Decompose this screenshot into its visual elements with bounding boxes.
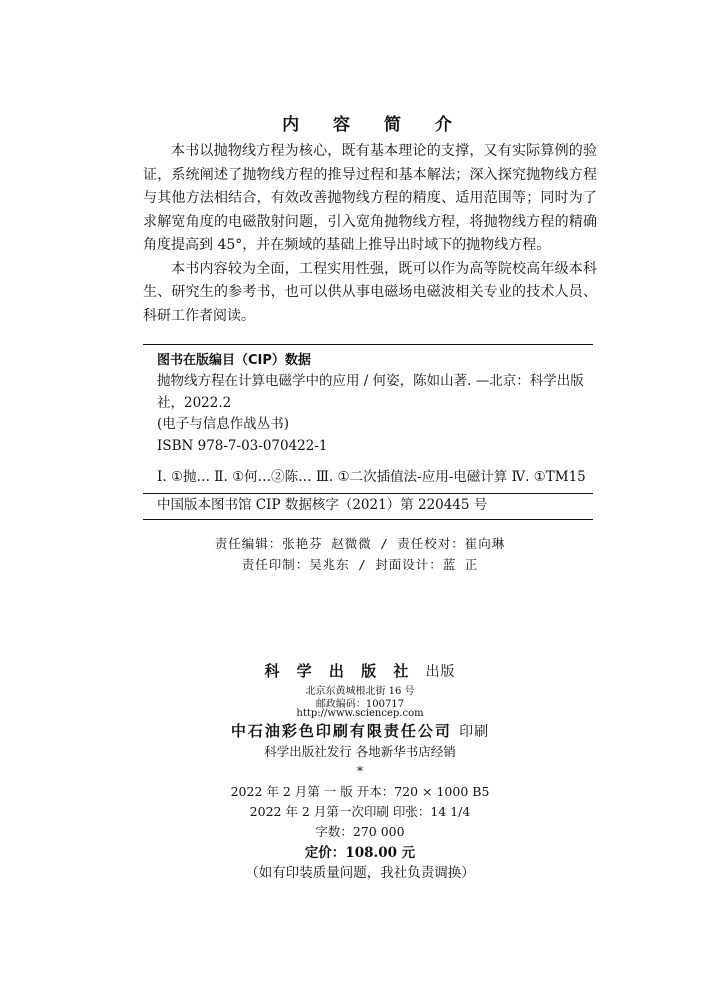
- distribution-line: 科学出版社发行 各地新华书店经销: [264, 744, 456, 759]
- printer-line: [0, 720, 720, 741]
- quality-notice: （如有印装质量问题，我社负责调换）: [245, 865, 475, 881]
- publisher-suffix: 出版: [425, 664, 456, 680]
- cip-data-number: 中国版本图书馆 CIP 数据核字（2021）第 220445 号: [157, 496, 488, 513]
- intro-paragraph-1: 本书以抛物线方程为核心，既有基本理论的支撑，又有实际算例的验证，系统阐述了抛物线方程的推导过程和基本解法；深入探究抛物线方程与其他方法相结合，有效改善抛物线方程的精度、适用范围等；同时为了求解宽角度的电磁散射问题，引入宽角抛物线方程，将抛物线方程的精确角度提高到 45°，并在频域的基础上推导出时域下的抛物线方程。: [143, 143, 597, 253]
- printer-name: 中石油彩色印刷有限责任公司: [230, 722, 452, 740]
- printer-suffix: 印刷: [459, 724, 490, 740]
- production-credits: 责任印制：吴兆东 / 封面设计：蓝 正: [241, 557, 479, 572]
- separator-star: *: [356, 763, 364, 778]
- editor-credits: 责任编辑：张艳芬 赵微微 / 责任校对：崔向琳: [214, 536, 506, 551]
- cip-bibliographic-line: 抛物线方程在计算电磁学中的应用 / 何姿，陈如山著. —北京：科学出版社，2022.2: [157, 373, 584, 411]
- publisher-url: http://www.sciencep.com: [296, 708, 424, 719]
- publisher-address: 北京东黄城根北街 16 号: [305, 686, 415, 697]
- publisher-name: 科 学 出 版 社: [264, 662, 415, 680]
- publisher-line: [0, 660, 720, 681]
- cip-record-box: [143, 344, 593, 520]
- word-count: 字数：270 000: [315, 824, 405, 839]
- cip-classification: Ⅰ. ①抛… Ⅱ. ①何…②陈… Ⅲ. ①二次插值法-应用-电磁计算 Ⅳ. ①TM15: [157, 469, 586, 485]
- cip-heading: 图书在版编目（CIP）数据: [157, 353, 311, 368]
- printing-line: 2022 年 2 月第一次印刷 印张：14 1/4: [249, 804, 471, 819]
- price: 定价：108.00 元: [304, 845, 416, 861]
- intro-paragraph-2: 本书内容较为全面，工程实用性强，既可以作为高等院校高年级本科生、研究生的参考书，也可以供从事电磁场电磁波相关专业的技术人员、科研工作者阅读。: [143, 260, 597, 324]
- cip-isbn: ISBN 978-7-03-070422-1: [157, 437, 328, 454]
- page-title: 内 容 简 介: [282, 115, 466, 135]
- edition-line: 2022 年 2 月第 一 版 开本：720 × 1000 B5: [230, 784, 490, 799]
- cip-series: (电子与信息作战丛书): [157, 416, 290, 432]
- intro-section: [143, 140, 597, 328]
- publisher-postcode: 邮政编码：100717: [315, 699, 405, 710]
